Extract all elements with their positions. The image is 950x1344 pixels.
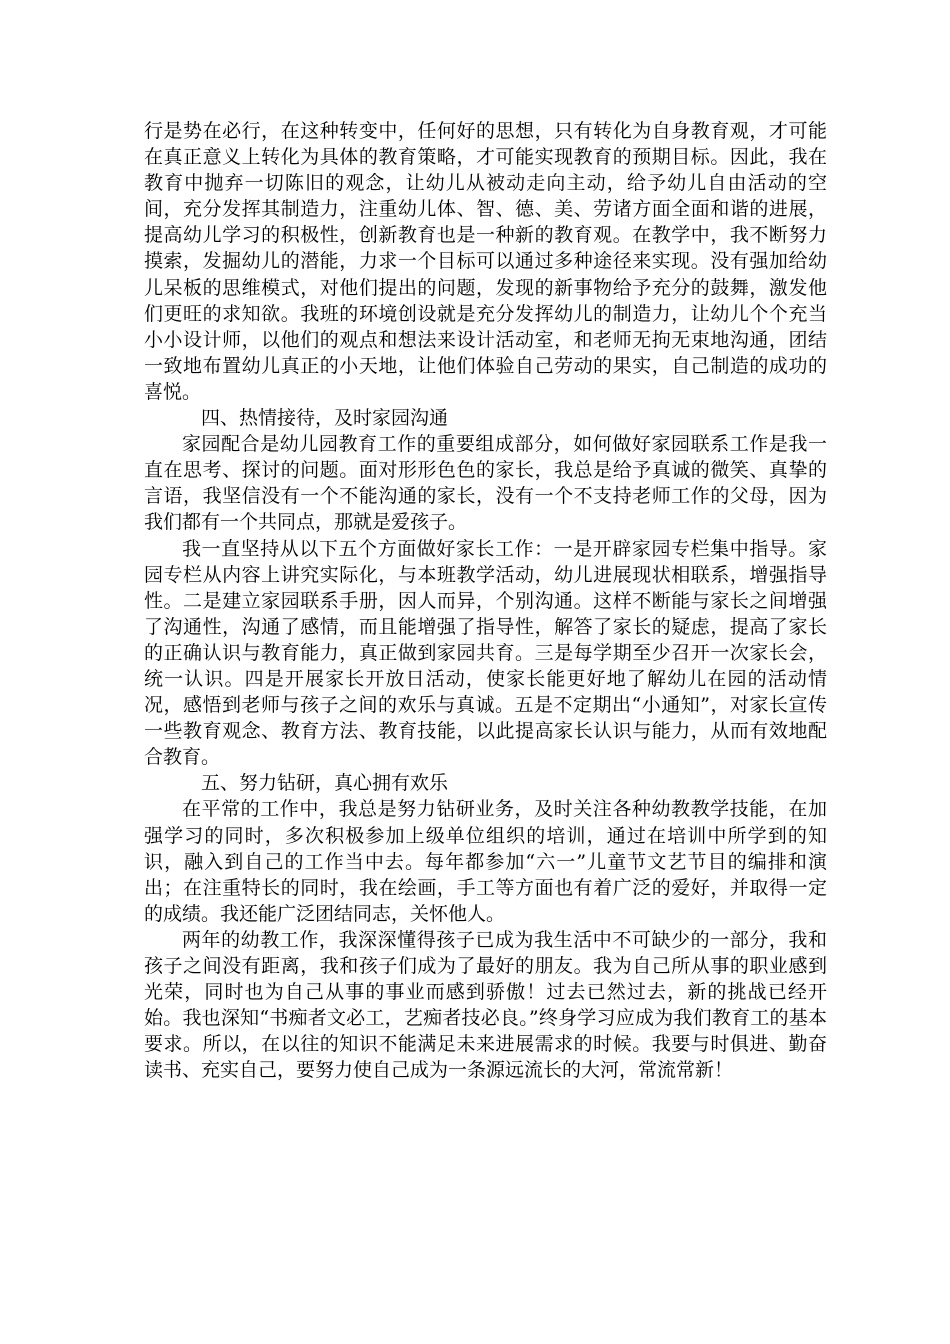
paragraph-five-parent-methods: 我一直坚持从以下五个方面做好家长工作：一是开辟家园专栏集中指导。家园专栏从内容上讲究实际化，与本班教学活动，幼儿进展现状相联系，增强指导性。二是建立家园联系手册，因人而异，个别沟通。这样不断能与家长之间增强了沟通性，沟通了感情，而且能增强了指导性，解答了家长的疑虑，提高了家长的正确认识与教育能力，真正做到家园共育。三是每学期至少召开一次家长会，统一认识。四是开展家长开放日活动，使家长能更好地了解幼儿在园的活动情况，感悟到老师与孩子之间的欢乐与真诚。五是不定期出“小通知”，对家长宣传一些教育观念、教育方法、教育技能，以此提高家长认识与能力，从而有效地配合教育。 (144, 537, 827, 769)
paragraph-home-school-cooperation: 家园配合是幼儿园教育工作的重要组成部分，如何做好家园联系工作是我一直在思考、探讨的问题。面对形形色色的家长，我总是给予真诚的微笑、真挚的言语，我坚信没有一个不能沟通的家长，没有一个不支持老师工作的父母，因为我们都有一个共同点，那就是爱孩子。 (144, 433, 827, 534)
paragraph-educational-philosophy: 行是势在必行，在这种转变中，任何好的思想，只有转化为自身教育观，才可能在真正意义上转化为具体的教育策略，才可能实现教育的预期目标。因此，我在教育中抛弃一切陈旧的观念，让幼儿从被动走向主动，给予幼儿自由活动的空间，充分发挥其制造力，注重幼儿体、智、德、美、劳诸方面全面和谐的进展，提高幼儿学习的积极性，创新教育也是一种新的教育观。在教学中，我不断努力摸索，发掘幼儿的潜能，力求一个目标可以通过多种途径来实现。没有强加给幼儿呆板的思维模式，对他们提出的问题，发现的新事物给予充分的鼓舞，激发他们更旺的求知欲。我班的环境创设就是充分发挥幼儿的制造力，让幼儿个个充当小小设计师，以他们的观点和想法来设计活动室，和老师无拘无束地沟通，团结一致地布置幼儿真正的小天地，让他们体验自己劳动的果实，自己制造的成功的喜悦。 (144, 120, 827, 403)
paragraph-professional-development: 在平常的工作中，我总是努力钻研业务，及时关注各种幼教教学技能，在加强学习的同时，多次积极参加上级单位组织的培训，通过在培训中所学到的知识，融入到自己的工作当中去。每年都参加“六一”儿童节文艺节目的编排和演出；在注重特长的同时，我在绘画，手工等方面也有着广泛的爱好，并取得一定的成绩。我还能广泛团结同志，关怀他人。 (144, 798, 827, 925)
document-body (144, 118, 827, 1083)
section-heading-family-communication: 四、热情接待，及时家园沟通 (201, 407, 449, 430)
paragraph-conclusion: 两年的幼教工作，我深深懂得孩子已成为我生活中不可缺少的一部分，我和孩子之间没有距离，我和孩子们成为了最好的朋友。我为自己所从事的职业感到光荣，同时也为自己从事的事业而感到骄傲！过去已然过去，新的挑战已经开始。我也深知“书痴者文必工，艺痴者技必良。”终身学习应成为我们教育工的基本要求。所以，在以往的知识不能满足未来进展需求的时候。我要与时俱进、勤奋读书、充实自己，要努力使自己成为一条源远流长的大河，常流常新！ (144, 928, 827, 1082)
section-heading-professional-study: 五、努力钻研，真心拥有欢乐 (201, 772, 449, 795)
